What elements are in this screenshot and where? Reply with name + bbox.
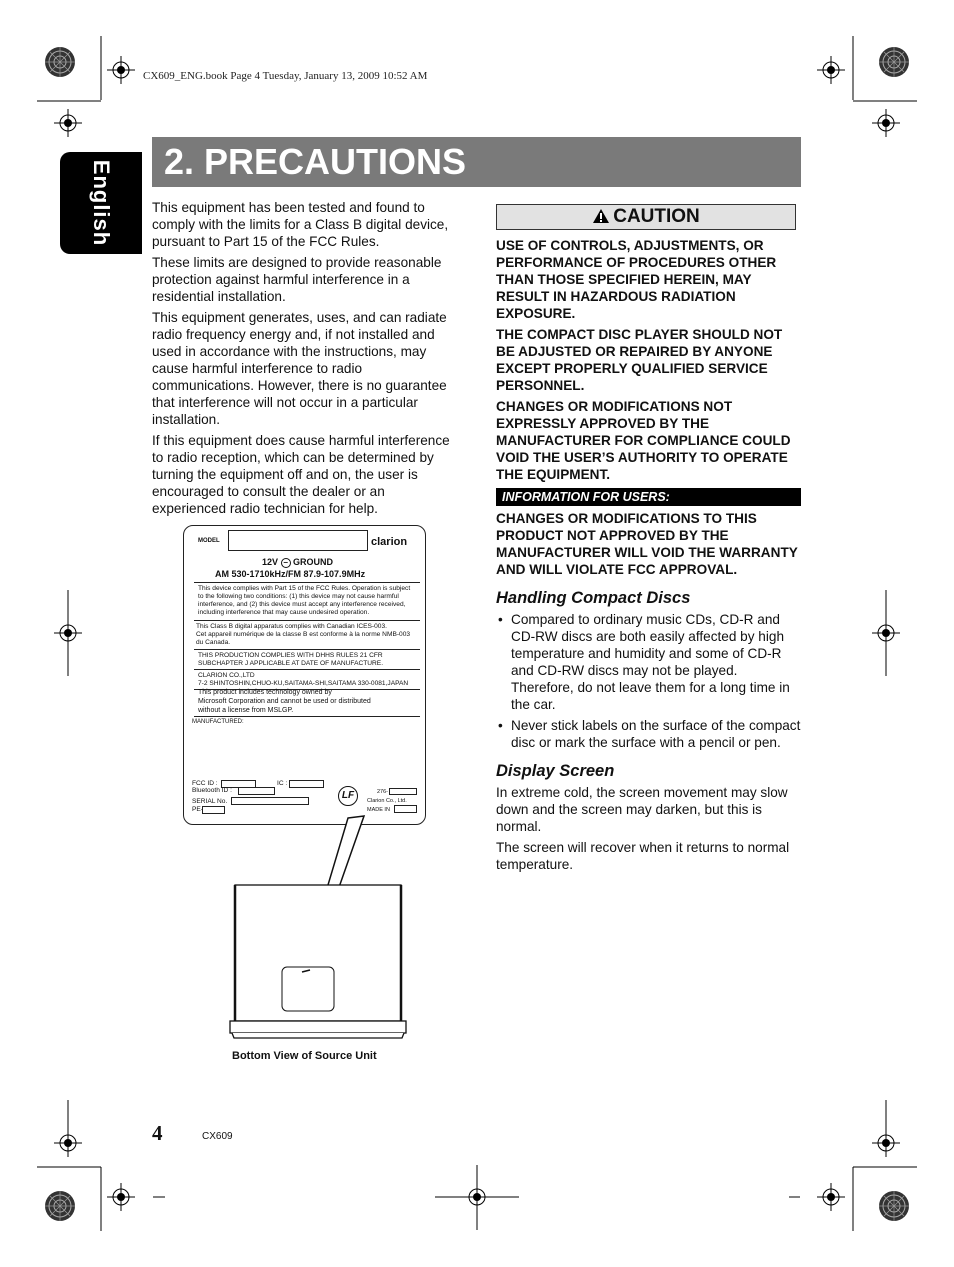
fcc-paragraph: This equipment has been tested and found to comply with the limits for a Class B digital device, pursuant to Part 15 of the FCC Rules. [152,200,449,249]
section-title-bar [152,137,801,187]
label-divider [194,582,420,583]
fcc-paragraph: If this equipment does cause harmful interference to radio reception, which can be determined by turning the equipment off and on, the user is encouraged to consult the dealer or an experienced radio technician for help. [152,433,450,516]
label-frequency: AM 530-1710kHz/FM 87.9-107.9MHz [215,569,366,579]
label-dhhs-notice: THIS PRODUCTION COMPLIES WITH DHHS RULES 21 CFR SUBCHAPTER J APPLICABLE AT DATE OF MANUFACTURE. [198,652,384,667]
fcc-paragraph: These limits are designed to provide reasonable protection against harmful interference in a residential installation. [152,255,442,304]
fcc-paragraph: This equipment generates, uses, and can radiate radio frequency energy and, if not installed and used in accordance with the instructions, may cause harmful interference to radio communications. However, there is no guarantee that interference will not occur in a particular installation. [152,310,447,427]
label-bluetooth-id: Bluetooth ID : [192,787,232,794]
label-divider [194,716,420,717]
fcc-statement [152,199,457,521]
label-model: MODEL [198,538,220,544]
label-msft-notice: This product includes technology owned by Microsoft Corporation and cannot be used or distributed without a license from MSLGP. [198,689,371,714]
label-company: CLARION CO.,LTD 7-2 SHINTOSHIN,CHUO-KU,SAITAMA-SHI,SAITAMA 330-0081,JAPAN [198,672,409,687]
handling-list [496,611,801,751]
page-number: 4 [152,1121,163,1145]
caution-paragraph: THE COMPACT DISC PLAYER SHOULD NOT BE ADJUSTED OR REPAIRED BY ANYONE EXCEPT PROPERLY QUALIFIED SERVICE PERSONNEL. [496,327,783,393]
label-voltage: 12V [262,557,279,567]
label-pe: PE- [192,806,203,813]
display-heading: Display Screen [496,762,615,780]
bluetooth-id-box [238,787,275,795]
label-fcc-id: FCC ID : [192,780,218,787]
lf-logo: LF [338,786,358,806]
serial-no-box [231,797,309,805]
caution-column [496,204,801,877]
language-tab-label: English [89,159,114,247]
label-location [282,967,334,1011]
label-made-in: MADE IN [367,807,390,813]
display-paragraph: The screen will recover when it returns to normal temperature. [496,840,790,872]
caution-paragraph: CHANGES OR MODIFICATIONS NOT EXPRESSLY APPROVED BY THE MANUFACTURER FOR COMPLIANCE COULD VOID THE USER’S AUTHORITY TO OPERATE THE EQUIPMENT. [496,399,791,482]
label-brand: clarion [371,536,408,548]
label-code-276: 276- [377,789,389,795]
label-divider [194,620,420,621]
label-manufactured: MANUFACTURED: [192,719,244,725]
information-for-users-bar: INFORMATION FOR USERS: [496,488,801,506]
model-box [228,530,368,551]
model-footer: CX609 [202,1131,233,1142]
code-276-box [389,788,417,795]
figure-caption: Bottom View of Source Unit [232,1050,377,1062]
list-item: • Compared to ordinary music CDs, CD-R and CD-RW discs are both easily affected by high temperature and humidity and some of CD-R and CD-RW discs may not be played. Therefore, do not leave them for a long time in the car. [496,611,801,713]
ic-box [289,780,324,788]
list-item: • Never stick labels on the surface of the compact disc or mark the surface with a pencil or pen. [496,717,801,751]
display-paragraph: In extreme cold, the screen movement may slow down and the screen may darken, but this is normal. [496,785,788,834]
label-divider [194,669,420,670]
section-title: 2. PRECAUTIONS [164,141,467,182]
product-label-illustration [183,525,426,825]
handling-heading: Handling Compact Discs [496,589,691,607]
print-header-line: CX609_ENG.book Page 4 Tuesday, January 13, 2009 10:52 AM [143,70,428,82]
label-serial-no: SERIAL No. [192,798,228,805]
unit-front-plate [230,1021,406,1033]
caution-heading: CAUTION [613,206,700,227]
info-paragraph: CHANGES OR MODIFICATIONS TO THIS PRODUCT NOT APPROVED BY THE MANUFACTURER WILL VOID THE WARRANTY AND WILL VIOLATE FCC APPROVAL. [496,511,798,577]
warning-triangle-icon [592,208,610,224]
language-tab [60,152,142,254]
ground-minus-icon: − [281,558,291,568]
label-ground: GROUND [293,557,334,567]
label-fcc-notice: This device complies with Part 15 of the FCC Rules. Operation is subject to the following two conditions: (1) this device may not cause harmful interference, and (2) this device must accept any interference received, including interference that may cause undesired operation. [198,585,411,616]
source-unit-bottom-view-drawing [220,810,420,1046]
caution-paragraph: USE OF CONTROLS, ADJUSTMENTS, OR PERFORMANCE OF PROCEDURES OTHER THAN THOSE SPECIFIED HEREIN, MAY RESULT IN HAZARDOUS RADIATION EXPOSURE. [496,238,777,321]
label-clarion-co: Clarion Co., Ltd. [367,798,407,804]
label-canada-notice: This Class B digital apparatus complies with Canadian ICES-003. Cet appareil numérique de la classe B est conforme à la norme NMB-003 du Canada. [196,623,411,646]
label-voltage-line [262,557,333,568]
label-divider [194,649,420,650]
label-ic: IC : [277,780,288,787]
caution-heading-box [496,204,796,230]
